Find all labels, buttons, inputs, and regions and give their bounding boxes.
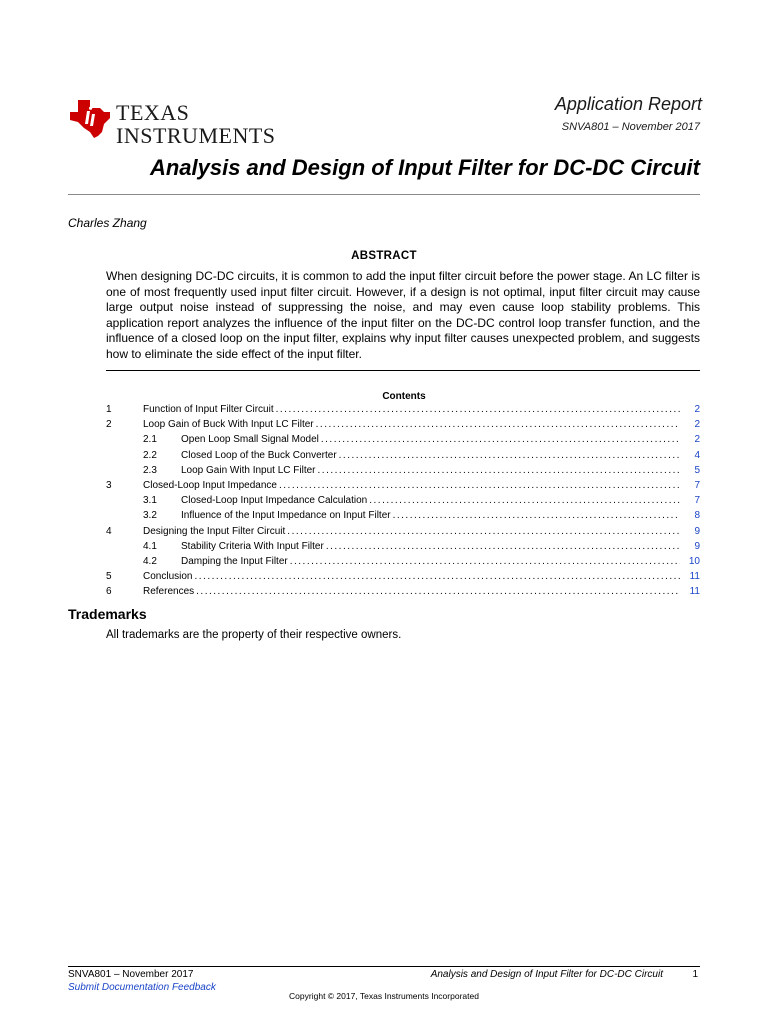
toc-leader-dots <box>192 571 680 582</box>
toc-leader-dots <box>391 510 680 521</box>
toc-entry-number: 3.1 <box>143 495 157 507</box>
toc-entry[interactable] <box>106 465 700 480</box>
toc-leader-dots <box>367 495 680 506</box>
toc-page-link[interactable]: 9 <box>694 525 700 537</box>
toc-page-link[interactable]: 8 <box>694 510 700 522</box>
toc-entry-number: 4 <box>106 525 112 537</box>
trademarks-text: All trademarks are the property of their respective owners. <box>106 629 402 641</box>
toc-page-link[interactable]: 5 <box>694 464 700 476</box>
table-of-contents <box>106 404 700 601</box>
toc-entry-number: 1 <box>106 404 112 415</box>
toc-entry-title[interactable]: Damping the Input Filter <box>181 555 288 567</box>
toc-entry-number: 4.2 <box>143 555 157 567</box>
toc-entry[interactable] <box>106 419 700 434</box>
toc-entry-title[interactable]: Closed-Loop Input Impedance Calculation <box>181 495 368 507</box>
toc-entry[interactable] <box>106 556 700 571</box>
toc-leader-dots <box>194 586 680 597</box>
toc-entry-title[interactable]: Influence of the Input Impedance on Input Filter <box>181 510 391 522</box>
document-title: Analysis and Design of Input Filter for DC-DC Circuit <box>149 155 700 180</box>
toc-page-link[interactable]: 2 <box>694 419 700 431</box>
toc-entry-title[interactable]: Loop Gain of Buck With Input LC Filter <box>143 419 314 431</box>
footer-doc-id: SNVA801 – November 2017 <box>68 969 194 980</box>
toc-entry-title[interactable]: References <box>143 586 195 598</box>
brand-line-2: INSTRUMENTS <box>116 123 276 148</box>
title-divider <box>68 194 700 195</box>
toc-entry-title[interactable]: Closed-Loop Input Impedance <box>143 479 277 491</box>
toc-entry-title[interactable]: Closed Loop of the Buck Converter <box>181 449 337 461</box>
footer-divider <box>68 966 700 967</box>
toc-entry-number: 5 <box>106 571 112 583</box>
submit-feedback-link[interactable]: Submit Documentation Feedback <box>68 982 216 993</box>
footer-doc-title: Analysis and Design of Input Filter for DC-DC Circuit <box>430 969 663 980</box>
toc-page-link[interactable]: 11 <box>689 571 700 583</box>
toc-leader-dots <box>285 526 680 537</box>
toc-entry-title[interactable]: Stability Criteria With Input Filter <box>181 540 324 552</box>
toc-entry-number: 4.1 <box>143 540 157 552</box>
toc-entry[interactable] <box>106 434 700 449</box>
contents-heading: Contents <box>382 391 426 402</box>
toc-leader-dots <box>337 450 680 461</box>
toc-entry-number: 3 <box>106 479 112 491</box>
toc-entry[interactable] <box>106 510 700 525</box>
ti-logo <box>68 96 276 148</box>
toc-entry-number: 2.3 <box>143 464 157 476</box>
toc-page-link[interactable]: 7 <box>694 495 700 507</box>
toc-entry-number: 6 <box>106 586 112 598</box>
toc-entry-title[interactable]: Open Loop Small Signal Model <box>181 434 319 446</box>
toc-entry-number: 2 <box>106 419 112 431</box>
page-number: 1 <box>692 969 698 980</box>
toc-entry[interactable] <box>106 495 700 510</box>
brand-line-1: TEXAS <box>116 100 190 125</box>
toc-leader-dots <box>316 465 680 476</box>
toc-entry[interactable] <box>106 480 700 495</box>
texas-state-icon <box>68 98 112 140</box>
abstract-divider <box>106 370 700 371</box>
toc-entry-title[interactable]: Loop Gain With Input LC Filter <box>181 464 316 476</box>
toc-entry[interactable] <box>106 450 700 465</box>
ti-wordmark <box>116 102 276 147</box>
toc-entry[interactable] <box>106 541 700 556</box>
toc-entry-title[interactable]: Conclusion <box>143 571 193 583</box>
toc-page-link[interactable]: 2 <box>694 434 700 446</box>
toc-leader-dots <box>277 480 680 491</box>
toc-leader-dots <box>324 541 680 552</box>
toc-page-link[interactable]: 7 <box>694 479 700 491</box>
toc-entry-title[interactable]: Function of Input Filter Circuit <box>143 404 274 415</box>
copyright: Copyright © 2017, Texas Instruments Incorporated <box>289 991 479 1001</box>
toc-page-link[interactable]: 11 <box>689 586 700 598</box>
toc-page-link[interactable]: 10 <box>688 555 700 567</box>
toc-entry-number: 2.2 <box>143 449 157 461</box>
toc-leader-dots <box>319 434 680 445</box>
abstract-body: When designing DC-DC circuits, it is common to add the input filter circuit before the power stage. An LC filter is one of most frequently used input filter circuit. However, if a design is not optimal, input filter circuit may cause large output noise instead of suppressing the noise, and may even cause loop stability problems. This application report analyzes the influence of the input filter on the DC-DC control loop transfer function, and the influence of a closed loop on the input filter, explains why input filter causes unexpected problem, and suggests how to eliminate the side effect of the input filter. <box>106 269 700 361</box>
toc-entry[interactable] <box>106 586 700 601</box>
report-type: Application Report <box>554 94 702 114</box>
toc-leader-dots <box>288 556 680 567</box>
abstract-heading: ABSTRACT <box>351 250 417 262</box>
trademarks-heading: Trademarks <box>68 606 147 622</box>
toc-page-link[interactable]: 4 <box>694 449 700 461</box>
toc-entry-number: 3.2 <box>143 510 157 522</box>
toc-page-link[interactable]: 2 <box>694 404 700 415</box>
toc-entry-number: 2.1 <box>143 434 157 446</box>
toc-entry[interactable] <box>106 526 700 541</box>
toc-leader-dots <box>274 404 680 415</box>
toc-entry-title[interactable]: Designing the Input Filter Circuit <box>143 525 286 537</box>
author: Charles Zhang <box>68 216 147 230</box>
toc-entry[interactable] <box>106 571 700 586</box>
report-id: SNVA801 – November 2017 <box>561 121 700 133</box>
toc-leader-dots <box>314 419 680 430</box>
toc-entry[interactable] <box>106 404 700 419</box>
toc-page-link[interactable]: 9 <box>694 540 700 552</box>
